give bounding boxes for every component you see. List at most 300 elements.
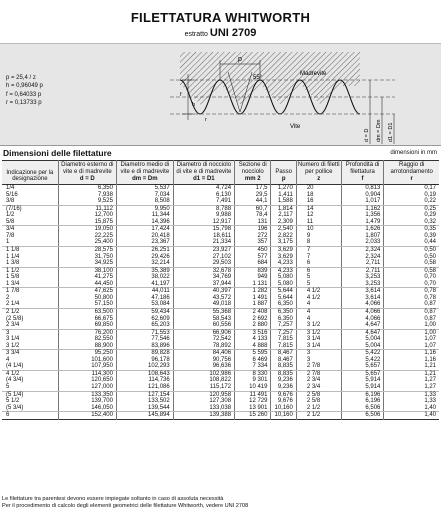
table-cell: (4 3/4) <box>6 377 24 384</box>
table-cell: 2 5/8 <box>296 391 341 398</box>
table-cell: 1/2 <box>6 212 15 219</box>
column-label: Indicazione per la designazione <box>6 169 54 183</box>
table-cell: 50,800 <box>58 295 116 302</box>
table-cell: 18 <box>296 192 341 199</box>
table-row <box>2 329 439 336</box>
table-cell: (4 1/4) <box>2 363 58 370</box>
table-cell: 1 491 <box>235 295 271 302</box>
table-cell: 4,724 <box>173 185 234 192</box>
table-cell: 145,894 <box>116 412 173 420</box>
table-cell: 43,572 <box>173 295 234 302</box>
table-cell: 32,214 <box>116 260 173 267</box>
table-cell: 60,7 <box>235 205 271 212</box>
column-header <box>235 161 271 185</box>
table-cell: 5,080 <box>271 281 296 288</box>
standard-code: UNI 2709 <box>209 27 257 39</box>
table-row <box>2 205 439 212</box>
table-cell: 108,822 <box>173 377 234 384</box>
table-cell: 0,44 <box>384 239 439 246</box>
table-cell: 120,650 <box>58 377 116 384</box>
table-cell: 57,150 <box>58 301 116 308</box>
table-row <box>2 281 439 288</box>
table-row <box>2 308 439 315</box>
table-cell: 7/8 <box>6 232 15 239</box>
table-cell: 5,004 <box>341 343 384 350</box>
table-cell: 55,368 <box>173 308 234 315</box>
table-cell: 9,525 <box>58 198 116 205</box>
table-cell: 29,503 <box>173 260 234 267</box>
table-cell: 2 3/4 <box>296 377 341 384</box>
table-cell: 8,835 <box>271 370 296 377</box>
table-cell: 3 <box>296 357 341 364</box>
table-cell: 7,491 <box>173 198 234 205</box>
table-cell: 4 <box>6 356 10 363</box>
table-cell: 9,950 <box>116 205 173 212</box>
column-symbol: f <box>361 176 364 183</box>
table-cell: 17,424 <box>116 226 173 233</box>
table-cell: 1 1/4 <box>6 253 20 260</box>
table-cell: 1,21 <box>384 363 439 370</box>
table-cell: 1 131 <box>235 281 271 288</box>
table-row <box>2 370 439 377</box>
table-cell: 0,39 <box>384 233 439 240</box>
dm-Dm-label: dm = Dm <box>376 119 382 142</box>
table-cell: 5 <box>296 274 341 281</box>
table-cell: 15,875 <box>58 219 116 226</box>
table-cell: 34,925 <box>58 260 116 267</box>
table-cell: 3,629 <box>271 254 296 261</box>
table-cell: 3 1/2 <box>296 322 341 329</box>
table-cell: 4 133 <box>235 336 271 343</box>
table-body <box>2 185 439 420</box>
table-cell: 131 <box>235 219 271 226</box>
table-cell: 15 260 <box>235 412 271 420</box>
column-header <box>2 161 58 185</box>
table-cell: 577 <box>235 254 271 261</box>
table-cell: 2 <box>6 294 10 301</box>
table-cell: 2,117 <box>271 212 296 219</box>
table-cell: 7,815 <box>271 343 296 350</box>
unit-note: dimensioni in mm <box>390 150 437 156</box>
table-cell: 3 516 <box>235 329 271 336</box>
table-cell: 6 469 <box>235 357 271 364</box>
column-header <box>58 161 116 185</box>
table-cell: 6,350 <box>58 185 116 192</box>
table-cell: 2 5/8 <box>296 398 341 405</box>
table-cell: 35,389 <box>116 267 173 274</box>
table-cell: 11 <box>296 219 341 226</box>
table-cell: 5,422 <box>341 350 384 357</box>
table-cell: 0,87 <box>384 308 439 315</box>
table-cell: 96,636 <box>173 363 234 370</box>
table-cell: 0,17 <box>384 185 439 192</box>
table-cell: 22,225 <box>58 233 116 240</box>
table-cell: 6,350 <box>271 316 296 323</box>
table-cell: 107,950 <box>58 363 116 370</box>
table-cell: 2 3/4 <box>296 384 341 391</box>
column-symbol: d = D <box>79 176 95 183</box>
table-cell: 5 1/2 <box>6 398 20 405</box>
table-cell: 77,546 <box>116 336 173 343</box>
table-cell: 8,467 <box>271 350 296 357</box>
table-cell: 6,506 <box>341 412 384 420</box>
column-label: Diametro esterno di vite e di madrevite <box>61 162 114 175</box>
table-cell: 9,236 <box>271 384 296 391</box>
table-cell: 0,25 <box>384 205 439 212</box>
column-symbol: d1 = D1 <box>193 176 215 183</box>
table-cell: 5 595 <box>235 350 271 357</box>
table-row <box>2 288 439 295</box>
table-cell: 120,958 <box>173 391 234 398</box>
table-cell: 2 408 <box>235 308 271 315</box>
table-cell: 5 <box>296 281 341 288</box>
table-cell: 7 <box>296 254 341 261</box>
table-cell: 16 <box>296 198 341 205</box>
table-cell: 49,018 <box>173 301 234 308</box>
d-D-label: d = D <box>364 128 370 142</box>
formula-r: r = 0,13733 p <box>6 99 42 106</box>
table-cell: 1,807 <box>341 233 384 240</box>
table-cell: 5,644 <box>271 295 296 302</box>
table-cell: 63,500 <box>58 308 116 315</box>
table-cell: 12,700 <box>58 212 116 219</box>
table-cell: 949 <box>235 274 271 281</box>
table-cell: 1,07 <box>384 336 439 343</box>
table-cell: 7 <box>296 247 341 254</box>
table-cell: 5,080 <box>271 274 296 281</box>
thread-profile-drawing <box>0 44 441 147</box>
table-cell: 121,086 <box>116 384 173 391</box>
column-label: Raggio di arrotondamento <box>390 162 433 175</box>
table-cell: 2,033 <box>341 239 384 246</box>
table-cell: 4 <box>296 308 341 315</box>
column-header <box>271 161 296 185</box>
table-cell: 1,017 <box>341 198 384 205</box>
table-cell: 7,938 <box>58 192 116 199</box>
table-cell: 3 1/2 <box>296 329 341 336</box>
table-cell: 1,40 <box>384 412 439 420</box>
table-row <box>2 363 439 370</box>
table-cell: 2 1/4 <box>2 301 58 308</box>
formula-p: p = 25,4 / z <box>6 75 36 81</box>
table-cell: 115,172 <box>173 384 234 391</box>
table-cell: 78,4 <box>235 212 271 219</box>
table-cell: 31,750 <box>58 254 116 261</box>
table-cell: 3,629 <box>271 247 296 254</box>
table-cell: 101,600 <box>58 357 116 364</box>
section-heading <box>3 148 439 158</box>
table-cell: 684 <box>235 260 271 267</box>
table-cell: 12 729 <box>235 398 271 405</box>
table-cell: 82,550 <box>58 336 116 343</box>
table-cell: (5 3/4) <box>2 405 58 412</box>
table-cell: 1,33 <box>384 398 439 405</box>
table-cell: 47,186 <box>116 295 173 302</box>
table-cell: 127,154 <box>116 391 173 398</box>
table-cell: 0,22 <box>384 198 439 205</box>
table-cell: 1,162 <box>341 205 384 212</box>
table-cell: 0,58 <box>384 267 439 274</box>
footer-notes <box>2 496 248 510</box>
page-title: FILETTATURA WHITWORTH <box>130 10 311 25</box>
table-cell: 60,556 <box>173 322 234 329</box>
table-cell: 5,657 <box>341 363 384 370</box>
table-cell: 1,00 <box>384 322 439 329</box>
table-cell: 2 1/2 <box>296 405 341 412</box>
column-label: Profondità di filettatura <box>345 162 380 175</box>
table-cell: 7,257 <box>271 322 296 329</box>
table-cell: 59,434 <box>116 308 173 315</box>
table-cell: 2 692 <box>235 316 271 323</box>
table-cell: 3 1/4 <box>296 336 341 343</box>
table-cell: 37,944 <box>173 281 234 288</box>
table-cell: 6 <box>296 260 341 267</box>
table-cell: 19,050 <box>58 226 116 233</box>
table-cell: 18,611 <box>173 233 234 240</box>
table-cell: 4,647 <box>341 322 384 329</box>
table-cell: 0,32 <box>384 219 439 226</box>
table-cell: 5/16 <box>6 191 18 198</box>
table-cell: 72,542 <box>173 336 234 343</box>
table-cell: 58,543 <box>173 316 234 323</box>
table-cell: 2,324 <box>341 247 384 254</box>
table-cell: 0,904 <box>341 192 384 199</box>
table-cell: 1,626 <box>341 226 384 233</box>
table-cell: 1,07 <box>384 343 439 350</box>
table-cell: 26,251 <box>116 247 173 254</box>
table-cell: 4 1/2 <box>6 370 20 377</box>
table-cell: 5,004 <box>341 336 384 343</box>
table-cell: 11 491 <box>235 391 271 398</box>
table-cell: 2,711 <box>341 267 384 274</box>
table-cell: 2,309 <box>271 219 296 226</box>
table-cell: 5,914 <box>341 377 384 384</box>
table-cell: 1,411 <box>271 192 296 199</box>
table-cell: 0,50 <box>384 254 439 261</box>
table-cell: 139,544 <box>116 405 173 412</box>
table-cell: 20,418 <box>116 233 173 240</box>
table-cell: 133,038 <box>173 405 234 412</box>
formula-f: f = 0,64033 p <box>6 91 42 98</box>
subtitle-prefix: estratto <box>184 31 208 38</box>
table-cell: 8 <box>296 239 341 246</box>
table-cell: 133,502 <box>116 398 173 405</box>
table-cell: 41,197 <box>116 281 173 288</box>
table-cell: 83,896 <box>116 343 173 350</box>
table-cell: 3/8 <box>2 198 58 205</box>
table-row <box>2 350 439 357</box>
table-cell: 96,178 <box>116 357 173 364</box>
table-cell: 6,506 <box>341 405 384 412</box>
table-cell: 40,397 <box>173 288 234 295</box>
table-row <box>2 219 439 226</box>
table-cell: 3 1/4 <box>6 336 20 343</box>
table-cell: 1 1/2 <box>6 267 20 274</box>
table-cell: 1 3/4 <box>2 281 58 288</box>
table-cell: 4 1/2 <box>296 288 341 295</box>
column-label: Passo <box>275 168 292 175</box>
table-cell: 4,233 <box>271 260 296 267</box>
table-cell: 12 <box>296 212 341 219</box>
table-cell: 0,87 <box>384 301 439 308</box>
table-cell: 133,350 <box>58 391 116 398</box>
table-cell: 3,175 <box>271 239 296 246</box>
table-cell: 6,350 <box>271 301 296 308</box>
table-cell: (2 5/8) <box>6 315 24 322</box>
table-cell: 8,467 <box>271 357 296 364</box>
table-cell: 84,406 <box>173 350 234 357</box>
table-cell: 89,828 <box>116 350 173 357</box>
table-cell: 4,066 <box>341 301 384 308</box>
table-cell: 114,300 <box>58 370 116 377</box>
table-cell: 15,798 <box>173 226 234 233</box>
table-cell: 272 <box>235 233 271 240</box>
table-cell: 3,614 <box>341 295 384 302</box>
table-cell: 27,102 <box>173 254 234 261</box>
table-cell: 71,553 <box>116 329 173 336</box>
table-row <box>2 247 439 254</box>
table-cell: 7,257 <box>271 329 296 336</box>
table-cell: 65,203 <box>116 322 173 329</box>
formula-block <box>6 74 43 107</box>
table-cell: 1 <box>2 239 58 246</box>
table-cell: 20 <box>296 185 341 192</box>
table-cell: 8,788 <box>173 205 234 212</box>
angle-label: 55° <box>253 75 263 81</box>
table-cell: 4,233 <box>271 267 296 274</box>
table-cell: 7,815 <box>271 336 296 343</box>
table-cell: 34,769 <box>173 274 234 281</box>
table-cell: 2 880 <box>235 322 271 329</box>
f-label: f <box>180 92 182 98</box>
table-cell: 3 3/4 <box>6 350 20 357</box>
table-cell: (5 1/4) <box>6 391 24 398</box>
table-cell: 2 7/8 <box>296 363 341 370</box>
table-cell: 23,927 <box>173 247 234 254</box>
table-cell: 139,388 <box>173 412 234 420</box>
table-cell: 0,29 <box>384 212 439 219</box>
table-cell: 17,5 <box>235 185 271 192</box>
table-cell: (7/16) <box>6 205 22 212</box>
column-header <box>116 161 173 185</box>
table-cell: 3,614 <box>341 288 384 295</box>
table-cell: 88,900 <box>58 343 116 350</box>
table-cell: 0,19 <box>384 192 439 199</box>
table-cell: 0,35 <box>384 226 439 233</box>
column-header <box>384 161 439 185</box>
table-cell: 10 419 <box>235 384 271 391</box>
footer-note-2: Per il procedimento di calcolo degli elementi geometrici delle filettature Whitworth, vedere UNI 2708 <box>2 503 249 509</box>
thread-dimensions-table <box>2 160 439 420</box>
table-cell: 9,676 <box>271 398 296 405</box>
table-cell: 102,293 <box>116 363 173 370</box>
column-symbol: r <box>410 176 413 183</box>
column-label: Diametro medio di vite e di madrevite <box>120 162 170 175</box>
table-cell: 4 888 <box>235 343 271 350</box>
table-cell: 76,200 <box>58 329 116 336</box>
column-label: Numero di filetti per pollice <box>297 162 340 175</box>
table-cell: 2,540 <box>271 226 296 233</box>
table-cell: 3,253 <box>341 274 384 281</box>
table-cell: 5 <box>2 384 58 391</box>
table-cell: 139,700 <box>58 398 116 405</box>
table-row <box>2 239 439 246</box>
table-cell: 29,5 <box>235 192 271 199</box>
table-cell: 12,917 <box>173 219 234 226</box>
table-cell: 32,678 <box>173 267 234 274</box>
table-cell: 6,130 <box>173 192 234 199</box>
table-cell: 53,084 <box>116 301 173 308</box>
table-row <box>2 267 439 274</box>
h-label: h <box>192 102 196 108</box>
column-label: Sezione di nocciolo <box>238 162 267 175</box>
table-cell: 1/4 <box>6 185 15 192</box>
table-cell: 25,400 <box>58 239 116 246</box>
footer-note-1: Le filettature tra parentesi devono essere impiegate soltanto in caso di assoluta necessità <box>2 496 224 502</box>
table-cell: 1,356 <box>341 212 384 219</box>
table-cell: 5,657 <box>341 370 384 377</box>
table-row <box>2 322 439 329</box>
table-cell: 127,000 <box>58 384 116 391</box>
table-cell: 1,21 <box>384 370 439 377</box>
table-row <box>2 185 439 192</box>
column-symbol: z <box>317 176 321 183</box>
table-cell: 41,275 <box>58 274 116 281</box>
table-cell: 0,813 <box>341 185 384 192</box>
table-cell: 8,835 <box>271 363 296 370</box>
table-cell: 1,270 <box>271 185 296 192</box>
table-cell: 146,050 <box>58 405 116 412</box>
table-row <box>2 384 439 391</box>
formula-h: h = 0,96049 p <box>6 83 43 90</box>
table-cell: 66,675 <box>58 316 116 323</box>
table-cell: 5,537 <box>116 185 173 192</box>
page-subtitle <box>0 27 441 39</box>
table-cell: 7,034 <box>116 192 173 199</box>
table-cell: 3 1/4 <box>296 343 341 350</box>
table-cell: 1,588 <box>271 198 296 205</box>
table-cell: 1 887 <box>235 301 271 308</box>
table-cell: 10,160 <box>271 412 296 420</box>
table-cell: 2 7/8 <box>296 370 341 377</box>
table-cell: 1,479 <box>341 219 384 226</box>
table-cell: 3 <box>296 350 341 357</box>
table-cell: 10 <box>296 226 341 233</box>
table-cell: 1 3/8 <box>2 260 58 267</box>
table-row <box>2 198 439 205</box>
table-cell: 0,78 <box>384 295 439 302</box>
table-row <box>2 260 439 267</box>
table-cell: 1 7/8 <box>6 288 20 295</box>
table-header-row <box>2 161 439 185</box>
thread-profile-diagram <box>0 43 441 146</box>
screw-label: Vite <box>290 124 301 130</box>
table-cell: 3,253 <box>341 281 384 288</box>
table-cell: 44,1 <box>235 198 271 205</box>
table-cell: 28,575 <box>58 247 116 254</box>
table-cell: 1,814 <box>271 205 296 212</box>
table-cell: 4,647 <box>341 329 384 336</box>
table-row <box>2 412 439 420</box>
table-cell: 2 3/4 <box>2 322 58 329</box>
table-cell: 1,33 <box>384 391 439 398</box>
table-cell: 108,643 <box>116 370 173 377</box>
table-cell: 2,324 <box>341 254 384 261</box>
table-cell: 1,16 <box>384 357 439 364</box>
table-cell: 14 <box>296 205 341 212</box>
column-header <box>296 161 341 185</box>
table-cell: 66,906 <box>173 329 234 336</box>
